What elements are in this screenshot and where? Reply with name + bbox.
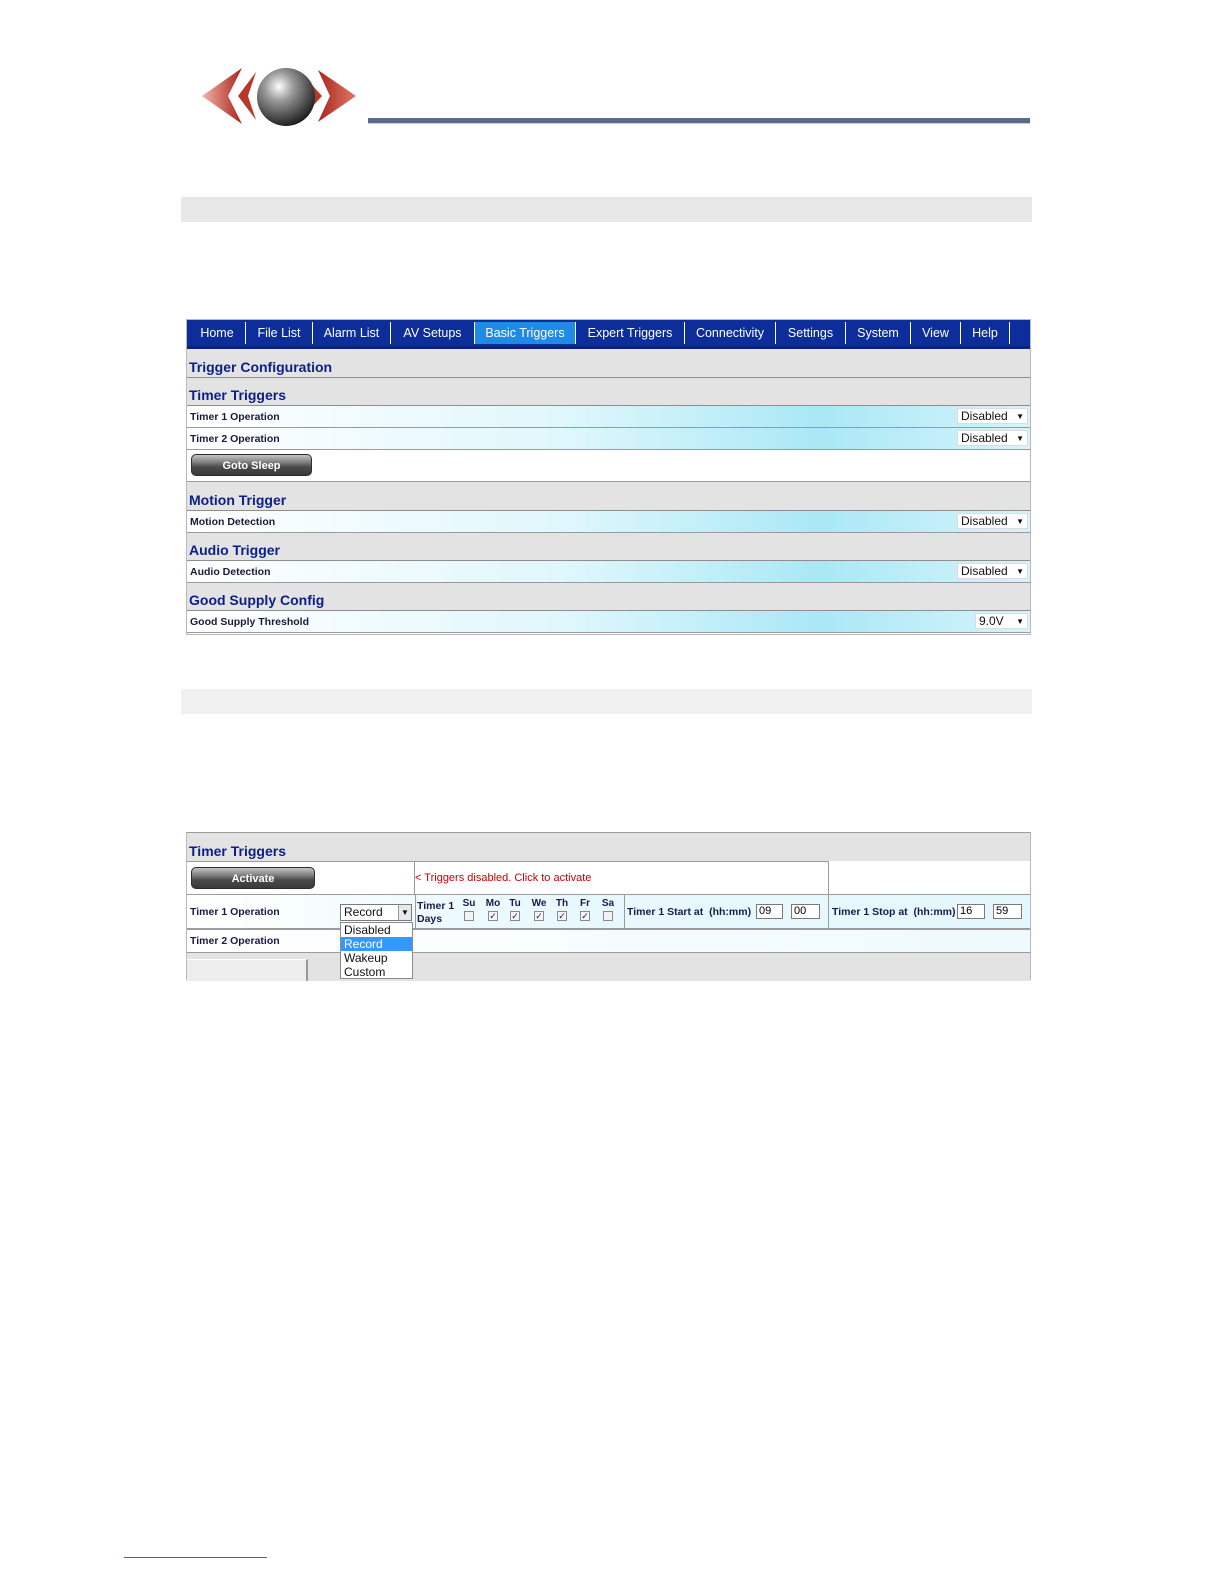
supply-config-header [187,583,1030,611]
dropdown-option-wakeup[interactable]: Wakeup [344,951,388,965]
page-title-bar [187,349,1030,378]
days-label-line2: Days [417,913,443,925]
timer-triggers-title: Timer Triggers [189,843,287,859]
chevron-down-icon: ▼ [1016,617,1024,626]
start-label: Timer 1 Start at (hh:mm) [627,906,752,918]
motion-row [187,511,1030,533]
day-sa-label: Sa [601,898,615,909]
day-su[interactable] [459,898,479,921]
motion-trigger-title: Motion Trigger [189,492,287,508]
dropdown-option-record[interactable]: Record [341,937,412,951]
supply-row [187,611,1030,633]
day-mo-checkbox[interactable]: ✓ [489,911,497,921]
day-we-checkbox[interactable]: ✓ [535,911,543,921]
chevron-down-icon: ▼ [1016,567,1024,576]
timer1-select[interactable] [957,408,1028,424]
header-rule [368,118,1030,123]
goto-sleep-button-partial[interactable] [187,959,308,981]
stop-label: Timer 1 Stop at (hh:mm) [832,906,956,918]
audio-select-value: Disabled [961,564,1008,578]
motion-select-value: Disabled [961,514,1008,528]
day-sa[interactable] [598,898,618,921]
nav-expert-triggers[interactable]: Expert Triggers [576,322,685,344]
day-su-checkbox[interactable] [464,911,474,921]
section-band [181,197,1032,222]
motion-trigger-header [187,482,1030,511]
nav-view[interactable]: View [911,322,961,344]
nav-connectivity[interactable]: Connectivity [685,322,776,344]
nav-system[interactable]: System [846,322,911,344]
nav-file-list[interactable]: File List [246,322,313,344]
timer1-label: Timer 1 Operation [190,411,280,423]
day-su-label: Su [462,898,476,909]
day-th[interactable] [552,898,572,921]
timer1-select[interactable] [340,904,412,921]
timer1-row [187,406,1030,428]
chevron-down-icon: ▼ [1016,412,1024,421]
audio-trigger-header [187,533,1030,561]
days-label-line1: Timer 1 [417,900,455,912]
day-sa-checkbox[interactable] [603,911,613,921]
notice-cell[interactable] [415,861,829,894]
day-tu-label: Tu [509,898,521,909]
audio-row [187,561,1030,583]
bottom-strip [187,953,1030,981]
triggers-disabled-notice[interactable]: < Triggers disabled. Click to activate [415,872,592,884]
chevron-down-icon: ▼ [1016,517,1024,526]
day-tu[interactable] [505,898,525,921]
day-we[interactable] [529,898,549,921]
timer2-select-value: Disabled [961,431,1008,445]
nav-settings[interactable]: Settings [776,322,846,344]
audio-label: Audio Detection [190,566,271,578]
supply-label: Good Supply Threshold [190,616,309,628]
nav-av-setups[interactable]: AV Setups [391,322,475,344]
day-tu-checkbox[interactable]: ✓ [511,911,519,921]
day-mo-label: Mo [485,898,501,909]
day-fr[interactable] [575,898,595,921]
stop-hour-input[interactable]: 16 [957,904,985,919]
top-nav [187,320,1030,349]
sleep-row [187,450,1030,482]
timer1-select-value: Record [344,905,383,919]
chevron-down-icon: ▼ [1016,434,1024,443]
company-logo [198,62,360,132]
day-we-label: We [531,898,547,909]
chevron-down-icon: ▼ [398,905,411,920]
nav-basic-triggers[interactable]: Basic Triggers [475,322,576,344]
goto-sleep-button[interactable]: Goto Sleep [191,454,312,476]
timer2-row [187,929,1030,953]
dropdown-option-custom[interactable]: Custom [344,965,386,979]
timer2-label: Timer 2 Operation [190,935,280,947]
timer-triggers-header [187,378,1030,406]
timer1-select-value: Disabled [961,409,1008,423]
day-mo[interactable] [483,898,503,921]
supply-config-title: Good Supply Config [189,592,325,608]
dropdown-option-disabled[interactable]: Disabled [344,923,391,937]
audio-select[interactable] [957,563,1028,579]
basic-triggers-screenshot [186,319,1031,635]
nav-home[interactable]: Home [189,322,246,344]
days-label [417,900,454,926]
supply-select-value: 9.0V [979,614,1004,628]
page-title: Trigger Configuration [189,359,333,375]
nav-alarm-list[interactable]: Alarm List [313,322,391,344]
day-fr-checkbox[interactable]: ✓ [581,911,589,921]
motion-label: Motion Detection [190,516,276,528]
day-th-checkbox[interactable]: ✓ [558,911,566,921]
timer2-row [187,428,1030,450]
motion-select[interactable] [957,513,1028,529]
section-band [181,689,1032,714]
timer1-label: Timer 1 Operation [190,906,280,918]
supply-select[interactable] [975,613,1028,629]
timer2-label: Timer 2 Operation [190,433,280,445]
day-fr-label: Fr [580,898,590,909]
timer-triggers-title: Timer Triggers [189,387,287,403]
start-minute-input[interactable]: 00 [791,904,820,919]
timer1-dropdown-list [340,922,413,979]
timer-triggers-screenshot [186,832,1031,980]
footnote-rule [124,1557,267,1558]
audio-trigger-title: Audio Trigger [189,542,280,558]
nav-help[interactable]: Help [961,322,1010,344]
timer2-select[interactable] [957,430,1028,446]
day-th-label: Th [555,898,569,909]
activate-button[interactable]: Activate [191,867,315,889]
start-hour-input[interactable]: 09 [756,904,783,919]
timer-triggers-header [187,833,1030,861]
stop-minute-input[interactable]: 59 [993,904,1022,919]
